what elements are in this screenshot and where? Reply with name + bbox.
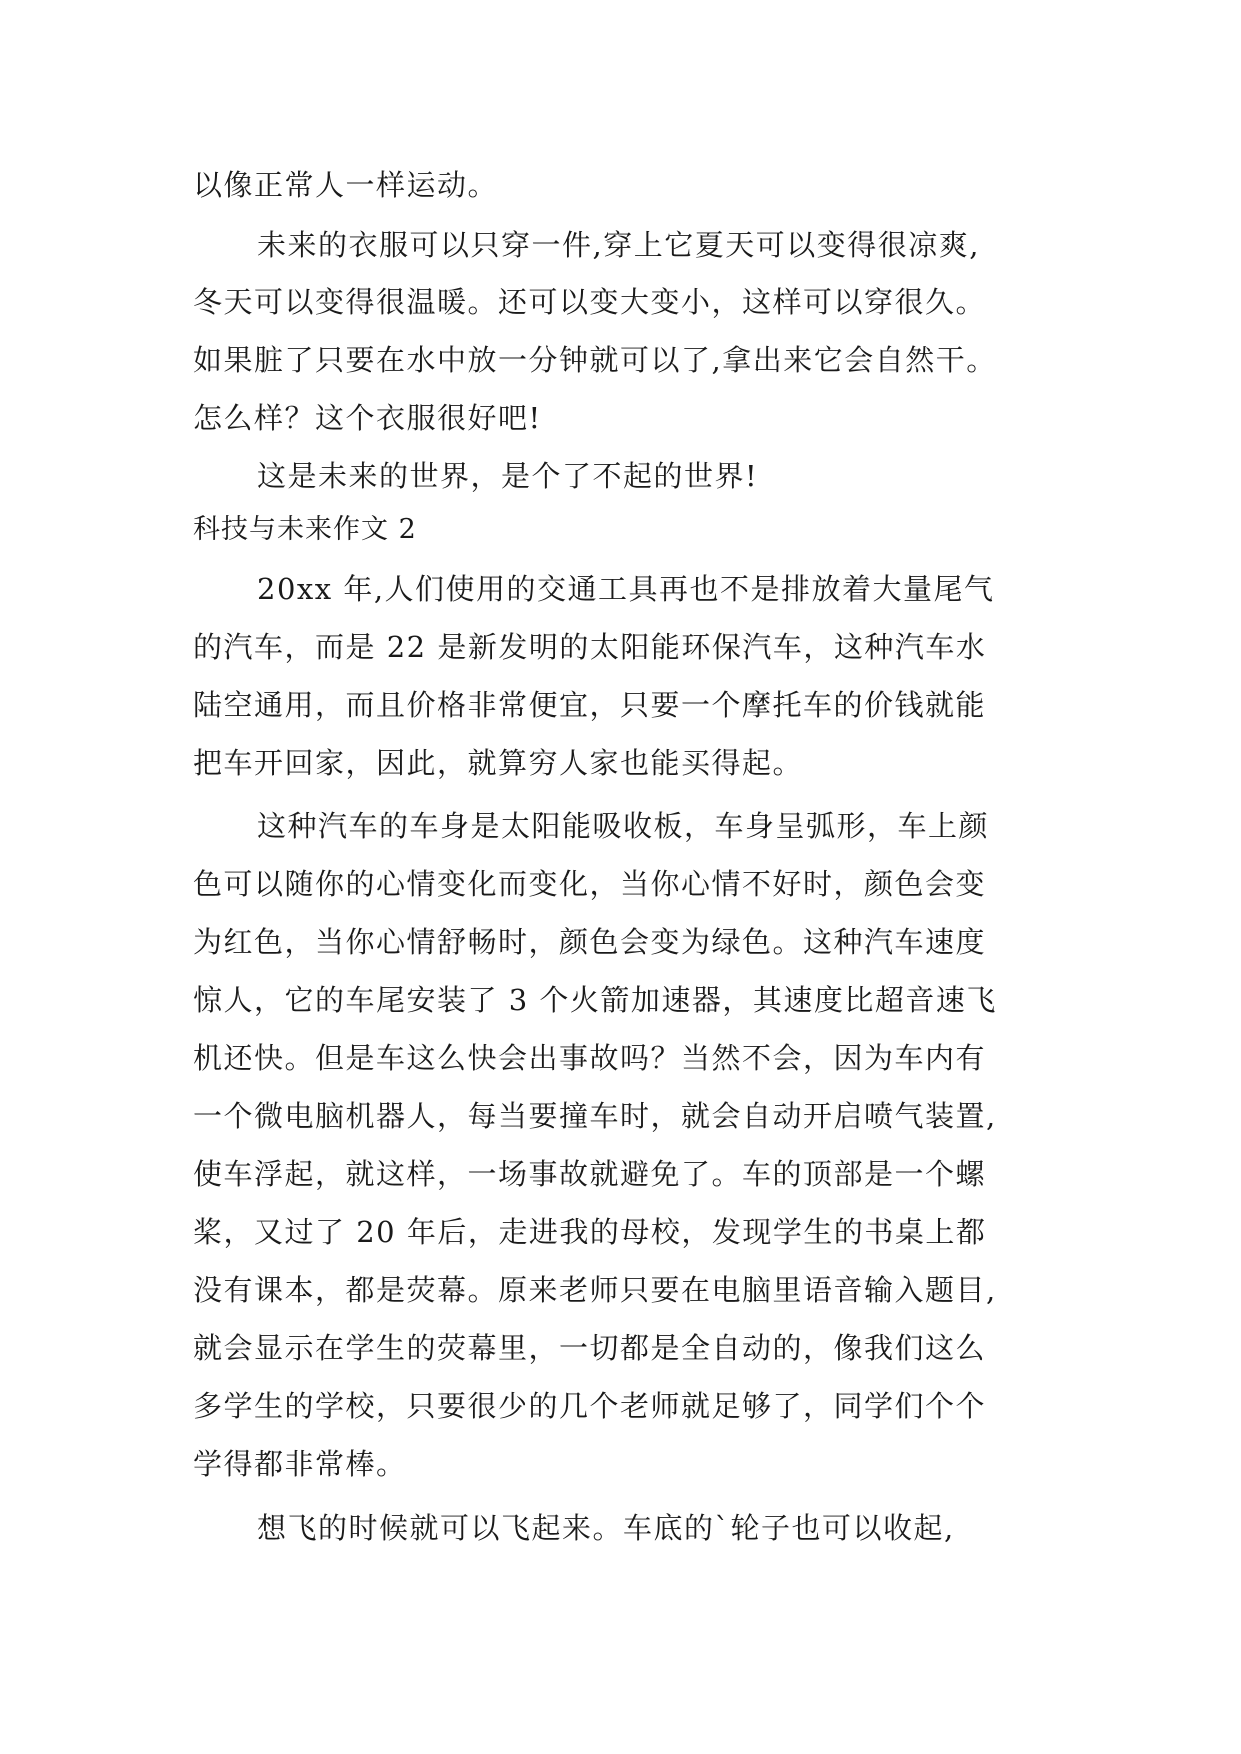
text-line: 一个微电脑机器人，每当要撞车时，就会自动开启喷气装置, <box>193 1099 997 1133</box>
section-heading: 科技与未来作文 2 <box>193 514 417 545</box>
text-line: 的汽车，而是 22 是新发明的太阳能环保汽车，这种汽车水 <box>193 630 987 664</box>
text-line: 这是未来的世界，是个了不起的世界! <box>257 459 759 493</box>
text-line: 以像正常人一样运动。 <box>193 168 499 202</box>
text-line: 冬天可以变得很温暖。还可以变大变小，这样可以穿很久。 <box>193 285 987 319</box>
text-line: 把车开回家，因此，就算穷人家也能买得起。 <box>193 746 804 780</box>
text-line: 使车浮起，就这样，一场事故就避免了。车的顶部是一个螺 <box>193 1157 987 1191</box>
text-line: 机还快。但是车这么快会出事故吗？当然不会，因为车内有 <box>193 1041 987 1075</box>
text-line: 陆空通用，而且价格非常便宜，只要一个摩托车的价钱就能 <box>193 688 987 722</box>
text-line: 怎么样？这个衣服很好吧! <box>193 401 542 435</box>
text-line: 就会显示在学生的荧幕里，一切都是全自动的，像我们这么 <box>193 1331 987 1365</box>
text-line: 想飞的时候就可以飞起来。车底的`轮子也可以收起, <box>257 1511 955 1545</box>
text-line: 20xx 年,人们使用的交通工具再也不是排放着大量尾气 <box>257 572 995 606</box>
text-line: 为红色，当你心情舒畅时，颜色会变为绿色。这种汽车速度 <box>193 925 987 959</box>
text-line: 没有课本，都是荧幕。原来老师只要在电脑里语音输入题目, <box>193 1273 997 1307</box>
text-line: 如果脏了只要在水中放一分钟就可以了,拿出来它会自然干。 <box>193 343 997 377</box>
text-line: 桨，又过了 20 年后，走进我的母校，发现学生的书桌上都 <box>193 1215 987 1249</box>
text-line: 这种汽车的车身是太阳能吸收板，车身呈弧形，车上颜 <box>257 809 990 843</box>
text-line: 学得都非常棒。 <box>193 1447 407 1481</box>
text-line: 惊人，它的车尾安装了 3 个火箭加速器，其速度比超音速飞 <box>193 983 997 1017</box>
text-line: 色可以随你的心情变化而变化，当你心情不好时，颜色会变 <box>193 867 987 901</box>
text-line: 多学生的学校，只要很少的几个老师就足够了，同学们个个 <box>193 1389 987 1423</box>
text-line: 未来的衣服可以只穿一件,穿上它夏天可以变得很凉爽, <box>257 228 980 262</box>
